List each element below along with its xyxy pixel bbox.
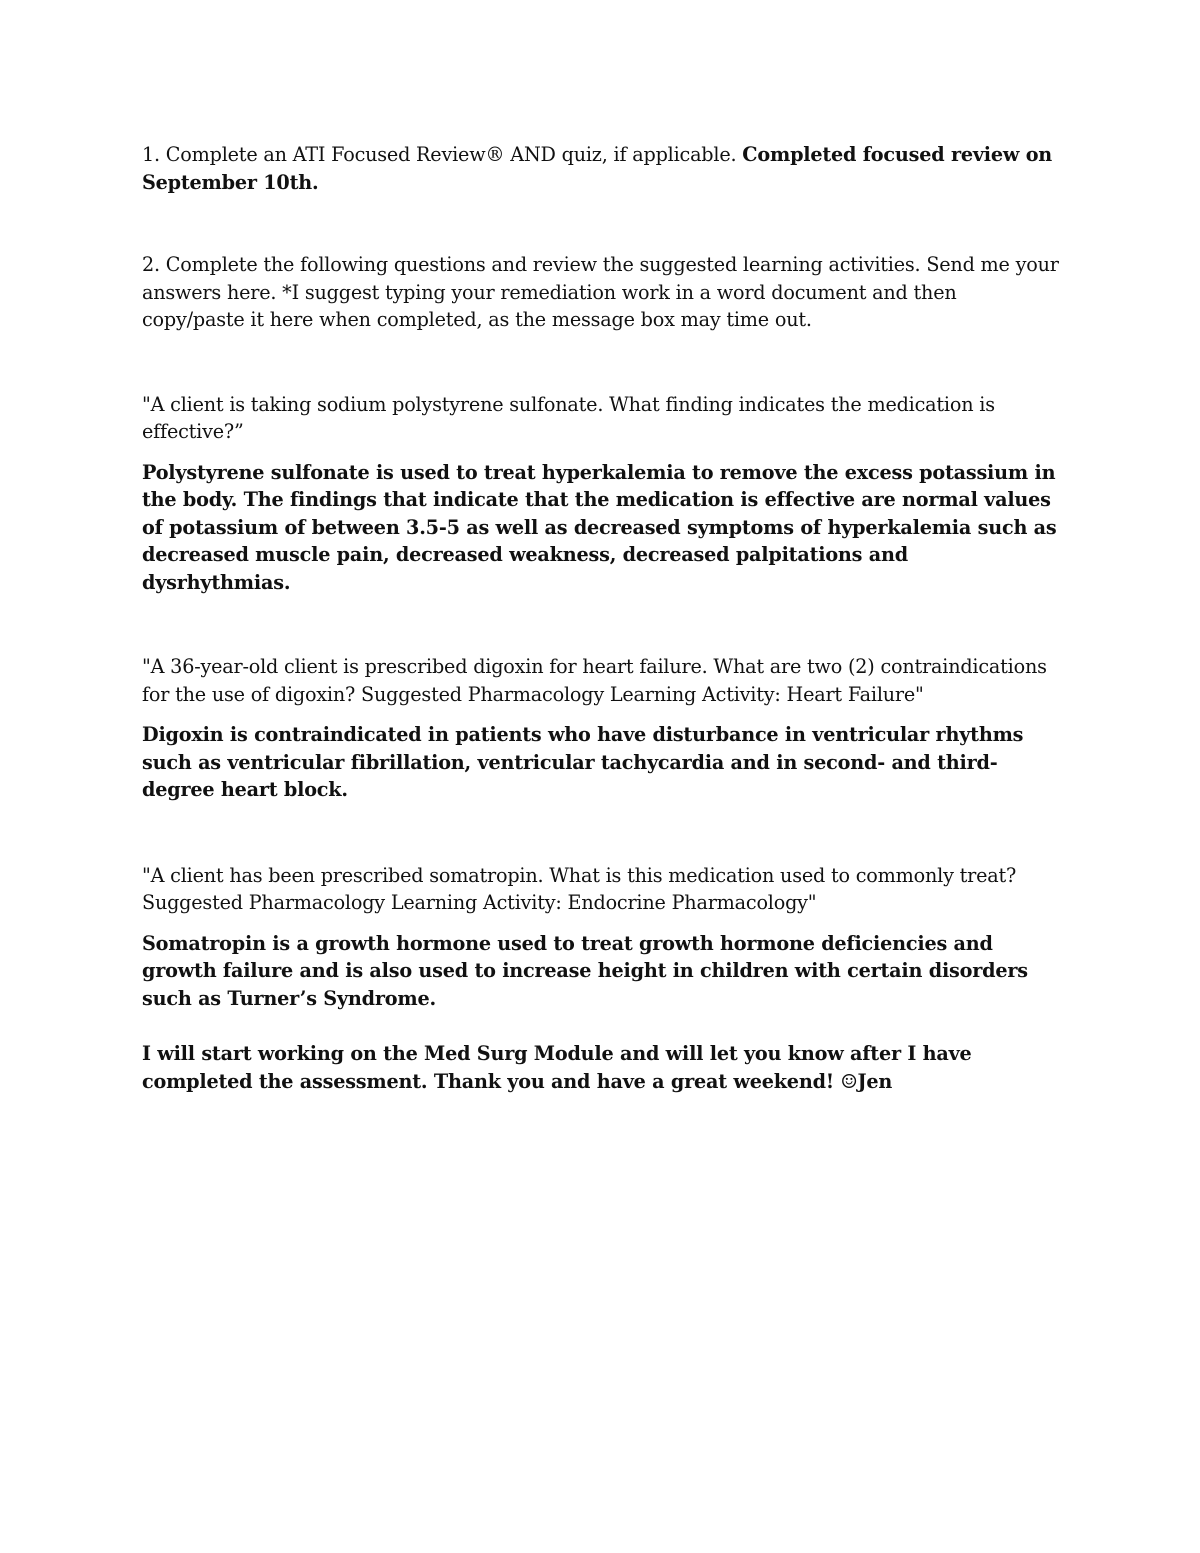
answer-3: Somatropin is a growth hormone used to treat growth hormone deficiencies and growth failure and is also used to increase height in children with certain disorders such as Turner’s Syndrome.	[142, 931, 1028, 1010]
item-1-paragraph	[142, 141, 1062, 196]
item-1-text: 1. Complete an ATI Focused Review® AND quiz, if applicable.	[142, 143, 743, 166]
question-1: "A client is taking sodium polystyrene sulfonate. What finding indicates the medication is effective?”	[142, 392, 995, 443]
question-3: "A client has been prescribed somatropin. What is this medication used to commonly treat? Suggested Pharmacology Learning Activity: Endocrine Pharmacology"	[142, 863, 1017, 914]
item-1-completion-note: Completed focused review on September 10th.	[142, 143, 1053, 194]
answer-1: Polystyrene sulfonate is used to treat hyperkalemia to remove the excess potassium in the body. The findings that indicate that the medication is effective are normal values of potassium of between 3.5-5 as well as decreased symptoms of hyperkalemia such as decreased muscle pain, decreased weakness, decreased palpitations and dysrhythmias.	[142, 460, 1057, 594]
answer-2: Digoxin is contraindicated in patients who have disturbance in ventricular rhythms such as ventricular fibrillation, ventricular tachycardia and in second- and third-degree heart block.	[142, 723, 1024, 801]
item-2-paragraph: 2. Complete the following questions and review the suggested learning activities. Send me your answers here. *I suggest typing your remediation work in a word document and then copy/paste it here when completed, as the message box may time out.	[142, 253, 1059, 331]
closing-note: I will start working on the Med Surg Module and will let you know after I have completed the assessment. Thank you and have a great weekend! ☺Jen	[142, 1042, 972, 1093]
document-body	[142, 141, 1062, 1095]
question-2: "A 36-year-old client is prescribed digoxin for heart failure. What are two (2) contraindications for the use of digoxin? Suggested Pharmacology Learning Activity: Heart Failure"	[142, 655, 1047, 706]
